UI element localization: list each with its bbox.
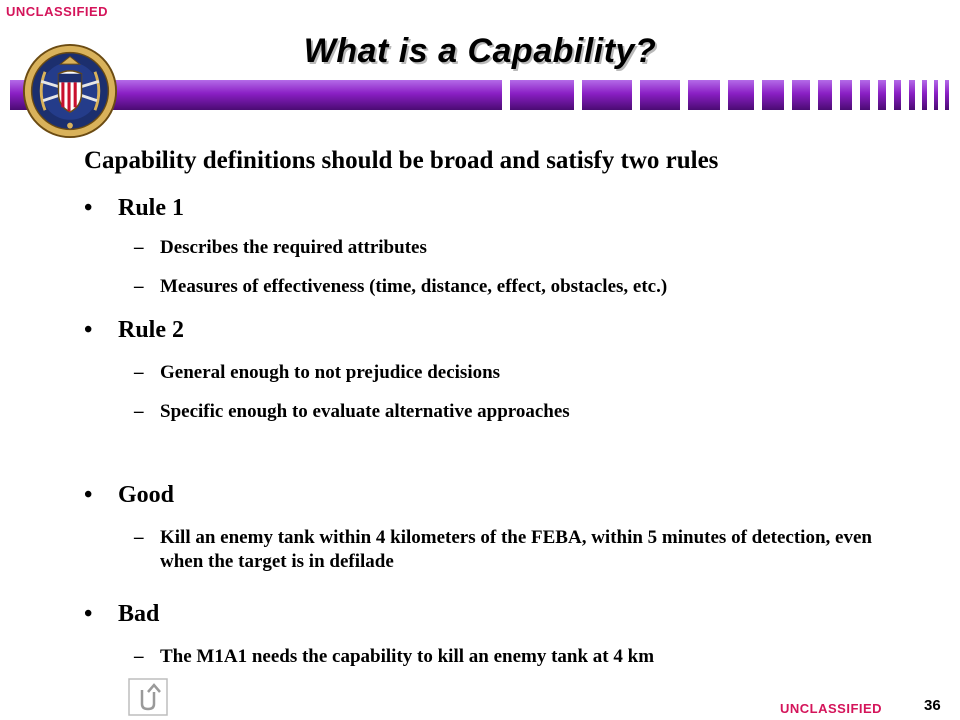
- bullet-label: Rule 1: [118, 195, 184, 221]
- list-item-text: Measures of effectiveness (time, distance, effect, obstacles, etc.): [160, 276, 668, 297]
- return-arrow-icon[interactable]: [128, 678, 168, 716]
- classification-top: UNCLASSIFIED: [6, 4, 109, 19]
- lead-statement: Capability definitions should be broad and satisfy two rules: [84, 147, 719, 174]
- bullet-label: Rule 2: [118, 317, 184, 343]
- bullet-rule-2: • Rule 2: [84, 317, 184, 343]
- slide-title: What is a Capability?: [303, 32, 657, 70]
- bullet-rule-1: • Rule 1: [84, 195, 184, 221]
- bullet-bad: • Bad: [84, 601, 160, 627]
- list-item-text: General enough to not prejudice decisions: [160, 362, 501, 383]
- classification-bottom: UNCLASSIFIED: [780, 701, 883, 716]
- bullet-label: Bad: [118, 601, 160, 627]
- list-item-text: Describes the required attributes: [160, 237, 427, 258]
- slide-number: 36: [924, 697, 941, 714]
- list-item-text: Kill an enemy tank within 4 kilometers of the FEBA, within 5 minutes of detection, even when the target is in defilade: [160, 527, 872, 572]
- bullet-label: Good: [118, 482, 175, 508]
- bullet-good: • Good: [84, 482, 175, 508]
- list-item-text: Specific enough to evaluate alternative approaches: [160, 401, 570, 422]
- slide-content: Capability definitions should be broad and satisfy two rules • Rule 1 – Describes the required attributes – Measures of effectiveness (time, distance, effect, obstacles, etc.) • Rule 2 – General enough to not prejudice decisions – Specific enough to evaluate alternative approaches • Good – Kill an enemy tank within 4 kilometers of the FEBA, within 5 minutes of detection, even when the target is in defilade • Bad – The M1A1 needs the capability to kill an enemy tank at 4 km: [0, 0, 960, 720]
- list-item-text: The M1A1 needs the capability to kill an enemy tank at 4 km: [160, 646, 655, 667]
